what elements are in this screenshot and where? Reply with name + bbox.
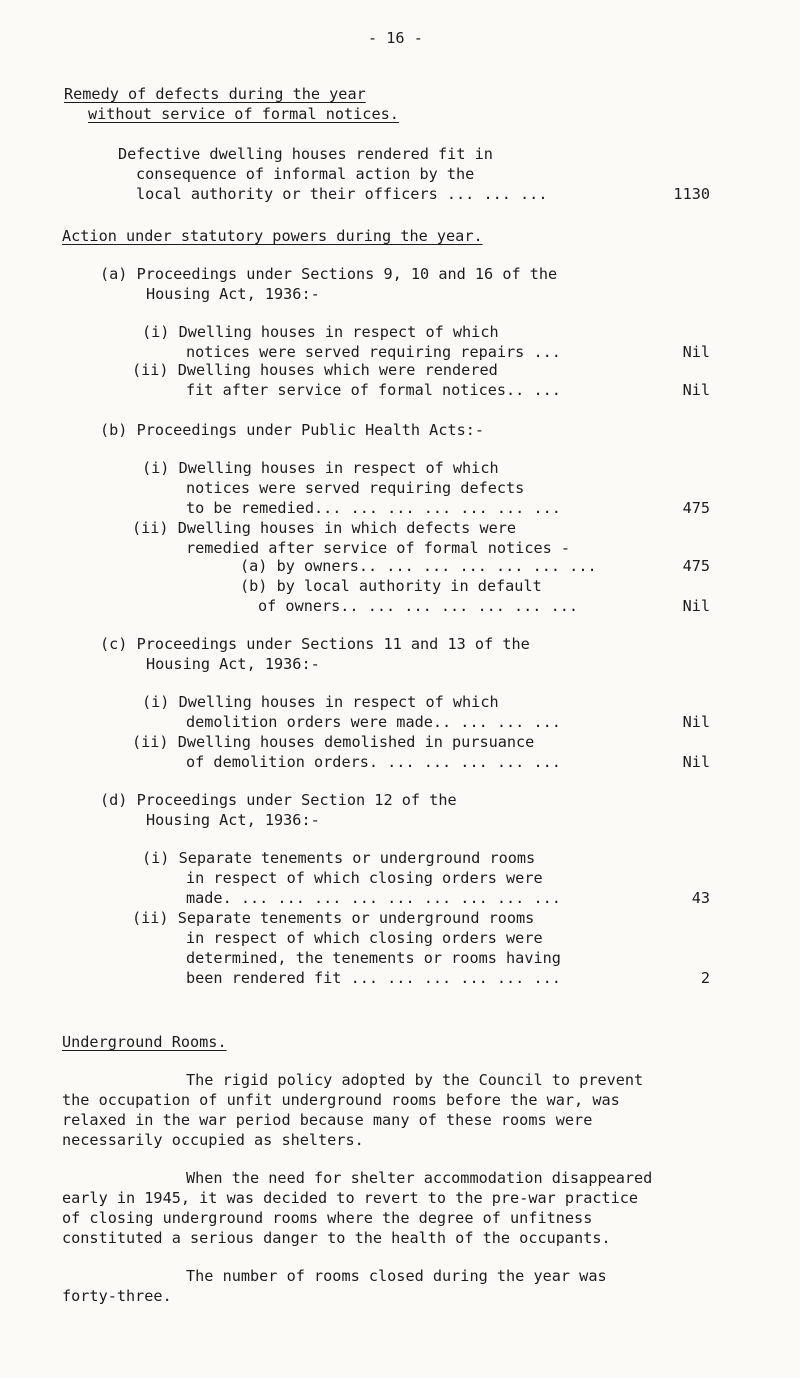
section-d-i-line-2: in respect of which closing orders were [186,869,543,887]
section-d-ii-line-4: been rendered fit ... ... ... ... ... ... [186,969,561,987]
section-b-ii-b-value: Nil [682,597,710,615]
section-b-i-value: 475 [682,499,710,517]
section-a-ii-line-2: fit after service of formal notices.. ... [186,381,561,399]
section-b-i-line-2: notices were served requiring defects [186,479,525,497]
underground-p2-line-4: constituted a serious danger to the health of the occupants. [62,1229,611,1247]
section-c-line-1: (c) Proceedings under Sections 11 and 13 of the [100,635,530,653]
underground-p2-line-2: early in 1945, it was decided to revert to the pre-war practice [62,1189,639,1207]
section-a-line-1: (a) Proceedings under Sections 9, 10 and 16 of the [100,265,558,283]
section-a-i-line-1: (i) Dwelling houses in respect of which [142,323,499,341]
underground-p1-line-2: the occupation of unfit underground rooms before the war, was [62,1091,620,1109]
section-d-line-1: (d) Proceedings under Section 12 of the [100,791,457,809]
section-b-ii-b-line-1: (b) by local authority in default [240,577,542,595]
remedy-heading-line-2: without service of formal notices. [88,105,399,123]
section-a-line-2: Housing Act, 1936:- [146,285,320,303]
remedy-value: 1130 [673,185,710,203]
section-b-line-1: (b) Proceedings under Public Health Acts:- [100,421,485,439]
section-c-ii-line-2: of demolition orders. ... ... ... ... ... [186,753,561,771]
section-d-line-2: Housing Act, 1936:- [146,811,320,829]
section-d-ii-value: 2 [700,969,710,987]
section-b-ii-a-value: 475 [682,557,710,575]
section-c-ii-line-1: (ii) Dwelling houses demolished in pursuance [132,733,535,751]
page-number: - 16 - [368,29,423,47]
section-d-i-line-3: made. ... ... ... ... ... ... ... ... ... [186,889,561,907]
underground-p1-line-1: The rigid policy adopted by the Council to prevent [186,1071,644,1089]
section-d-ii-line-1: (ii) Separate tenements or underground rooms [132,909,535,927]
underground-p2-line-1: When the need for shelter accommodation disappeared [186,1169,653,1187]
remedy-text-line-2: consequence of informal action by the [136,165,475,183]
section-b-ii-a: (a) by owners.. ... ... ... ... ... ... [240,557,597,575]
underground-heading: Underground Rooms. [62,1033,227,1051]
section-d-i-line-1: (i) Separate tenements or underground rooms [142,849,536,867]
underground-p1-line-4: necessarily occupied as shelters. [62,1131,364,1149]
section-d-ii-line-2: in respect of which closing orders were [186,929,543,947]
section-c-i-value: Nil [682,713,710,731]
section-a-ii-value: Nil [682,381,710,399]
section-c-line-2: Housing Act, 1936:- [146,655,320,673]
section-c-i-line-2: demolition orders were made.. ... ... ... [186,713,561,731]
section-a-ii-line-1: (ii) Dwelling houses which were rendered [132,361,498,379]
underground-p3-line-2: forty-three. [62,1287,172,1305]
underground-p2-line-3: of closing underground rooms where the degree of unfitness [62,1209,593,1227]
remedy-heading-line-1: Remedy of defects during the year [64,85,366,103]
section-d-i-value: 43 [691,889,710,907]
section-b-ii-line-2: remedied after service of formal notices - [186,539,571,557]
underground-p3-line-1: The number of rooms closed during the year was [186,1267,607,1285]
remedy-text-line-1: Defective dwelling houses rendered fit in [118,145,493,163]
remedy-text-line-3: local authority or their officers ... ... ... [136,185,548,203]
section-b-i-line-1: (i) Dwelling houses in respect of which [142,459,499,477]
section-c-i-line-1: (i) Dwelling houses in respect of which [142,693,499,711]
section-b-ii-b-line-2: of owners.. ... ... ... ... ... ... [258,597,579,615]
action-heading: Action under statutory powers during the year. [62,227,483,245]
section-b-ii-line-1: (ii) Dwelling houses in which defects were [132,519,517,537]
underground-p1-line-3: relaxed in the war period because many of these rooms were [62,1111,593,1129]
section-a-i-line-2: notices were served requiring repairs ... [186,343,561,361]
section-a-i-value: Nil [682,343,710,361]
section-b-i-line-3: to be remedied... ... ... ... ... ... ... [186,499,561,517]
section-c-ii-value: Nil [682,753,710,771]
section-d-ii-line-3: determined, the tenements or rooms having [186,949,561,967]
